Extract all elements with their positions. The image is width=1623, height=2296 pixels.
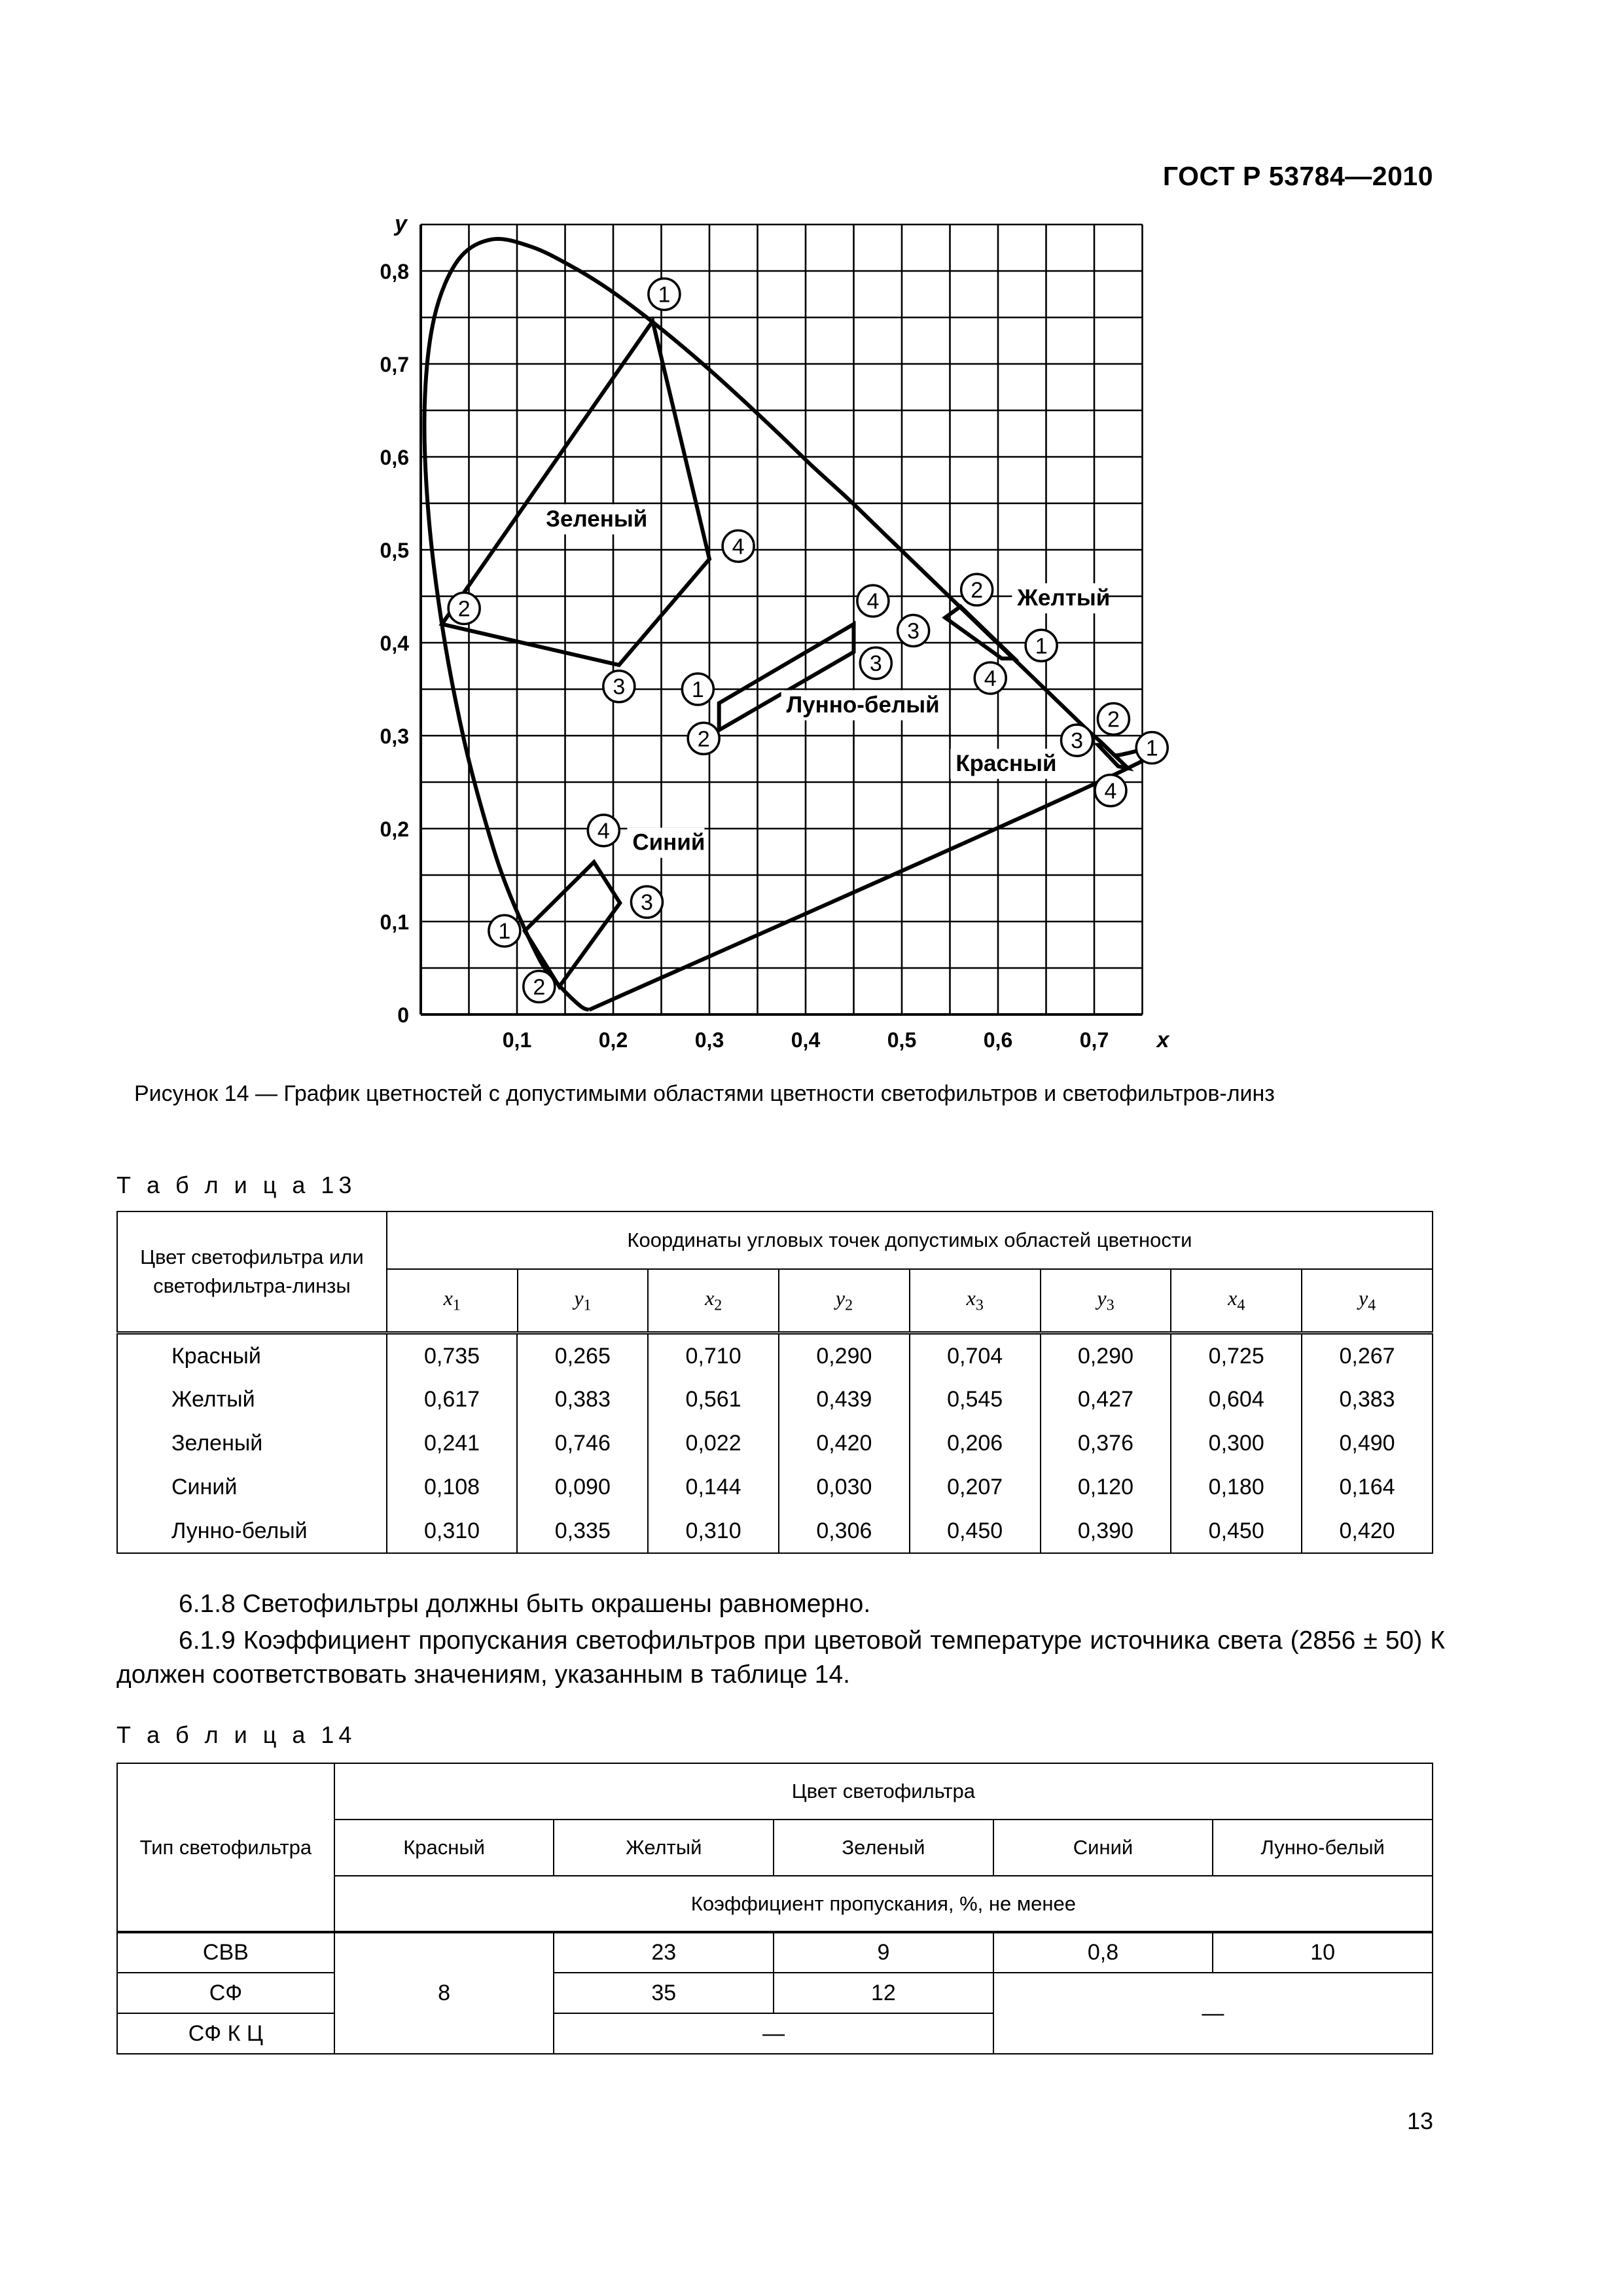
- point-marker-label: 2: [971, 578, 984, 603]
- table14-type-header: Тип светофильтра: [117, 1763, 334, 1932]
- y-tick-label: 0,5: [380, 539, 409, 562]
- point-marker-label: 1: [498, 919, 511, 944]
- table13-cell: 0,180: [1171, 1465, 1302, 1509]
- region-label: Зеленый: [546, 506, 648, 532]
- point-marker-label: 4: [597, 818, 610, 844]
- chart-regions: [442, 321, 1128, 987]
- table13-group-header: Координаты угловых точек допустимых областей цветности: [387, 1211, 1433, 1269]
- table14-unit-header: Коэффициент пропускания, %, не менее: [334, 1876, 1433, 1932]
- table13-col0-header: Цвет светофильтра или светофильтра-линзы: [117, 1211, 387, 1332]
- point-marker-label: 1: [1035, 634, 1048, 659]
- spectral-locus-curve: [424, 239, 1164, 1010]
- table-row: [117, 1422, 1433, 1465]
- table13-color-name: Лунно-белый: [117, 1509, 387, 1553]
- y-tick-label: 0,6: [380, 446, 409, 469]
- table14-row-svv-label: СВВ: [117, 1932, 334, 1973]
- table13-cell: 0,490: [1302, 1422, 1433, 1465]
- table14-svv-yellow: 23: [554, 1932, 774, 1973]
- table14-svv-blue: 0,8: [993, 1932, 1213, 1973]
- table13-cell: 0,383: [517, 1378, 648, 1422]
- table13-cell: 0,376: [1041, 1422, 1171, 1465]
- table13-cell: 0,427: [1041, 1378, 1171, 1422]
- table14-dash-yellow-green: —: [554, 2013, 993, 2054]
- x-tick-label: 0,1: [502, 1028, 532, 1052]
- table13-cell: 0,704: [910, 1334, 1041, 1378]
- y-tick-label: 0,1: [380, 910, 409, 934]
- table13-cell: 0,300: [1171, 1422, 1302, 1465]
- table13-cell: 0,090: [517, 1465, 648, 1509]
- table14-title: Т а б л и ц а 14: [116, 1721, 357, 1748]
- x-tick-label: 0,4: [791, 1028, 821, 1052]
- table13-cell: 0,108: [387, 1465, 518, 1509]
- point-marker-label: 4: [732, 534, 745, 560]
- table14-color-header: Цвет светофильтра: [334, 1763, 1433, 1820]
- point-marker-label: 3: [613, 674, 626, 700]
- y-axis-label: y: [395, 211, 407, 236]
- table13-color-name: Желтый: [117, 1378, 387, 1422]
- table14-row-sf-label: СФ: [117, 1973, 334, 2013]
- table13-cell: 0,120: [1041, 1465, 1171, 1509]
- table14-svv-moonwhite: 10: [1213, 1932, 1433, 1973]
- point-marker-label: 1: [691, 677, 704, 702]
- table13-subheader-0: $x_1$: [387, 1269, 518, 1332]
- table13-color-name: Синий: [117, 1465, 387, 1509]
- page-number: 13: [1406, 2108, 1433, 2134]
- point-marker-label: 4: [1104, 778, 1117, 804]
- table13-cell: 0,710: [648, 1334, 779, 1378]
- table13-header: [116, 1211, 1433, 1333]
- table13-cell: 0,144: [648, 1465, 779, 1509]
- table13-subheader-2: $x_2$: [648, 1269, 779, 1332]
- table13-color-name: Красный: [117, 1334, 387, 1378]
- region-polygon: [945, 607, 1014, 659]
- point-marker-label: 3: [1071, 728, 1084, 754]
- document-header: ГОСТ Р 53784—2010: [1162, 161, 1433, 191]
- table13-color-name: Зеленый: [117, 1422, 387, 1465]
- y-tick-label: 0,7: [380, 353, 409, 376]
- point-marker-label: 2: [457, 596, 471, 622]
- table13-subheader-1: $y_1$: [518, 1269, 649, 1332]
- table13-cell: 0,164: [1302, 1465, 1433, 1509]
- y-tick-label: 0,8: [380, 260, 409, 283]
- table13-cell: 0,390: [1041, 1509, 1171, 1553]
- x-axis-label: x: [1156, 1028, 1169, 1052]
- region-label: Красный: [955, 750, 1057, 776]
- table13-cell: 0,450: [1171, 1509, 1302, 1553]
- point-marker-label: 2: [1107, 707, 1120, 732]
- table14-red-value: 8: [334, 1932, 554, 2054]
- point-marker-label: 4: [984, 666, 997, 691]
- x-tick-label: 0,5: [887, 1028, 917, 1052]
- table13-cell: 0,420: [1302, 1509, 1433, 1553]
- table13-cell: 0,545: [910, 1378, 1041, 1422]
- y-tick-label: 0: [397, 1003, 409, 1027]
- table13-cell: 0,335: [517, 1509, 648, 1553]
- table13-cell: 0,725: [1171, 1334, 1302, 1378]
- paragraph-6-1-8: 6.1.8 Светофильтры должны быть окрашены равномерно.: [179, 1590, 871, 1618]
- table13-cell: 0,383: [1302, 1378, 1433, 1422]
- point-marker-label: 4: [866, 589, 880, 615]
- table14-sf-yellow: 35: [554, 1973, 774, 2013]
- region-polygon: [1098, 745, 1128, 768]
- point-marker-label: 3: [640, 890, 653, 916]
- region-label: Желтый: [1017, 585, 1111, 611]
- table13-cell: 0,450: [910, 1509, 1041, 1553]
- table-row: [117, 1509, 1433, 1553]
- chart-grid: [421, 224, 1143, 1014]
- chromaticity-chart: [0, 0, 1623, 1073]
- table14: [116, 1763, 1433, 2054]
- table14-row-sfkc-label: СФ К Ц: [117, 2013, 334, 2054]
- table13-cell: 0,439: [779, 1378, 910, 1422]
- table13-title: Т а б л и ц а 13: [116, 1172, 357, 1198]
- figure-caption: Рисунок 14 — График цветностей с допустимыми областями цветности светофильтров и светофильтров-линз: [134, 1081, 1275, 1106]
- y-tick-label: 0,2: [380, 817, 409, 841]
- table13-cell: 0,241: [387, 1422, 518, 1465]
- y-tick-label: 0,4: [380, 632, 409, 655]
- table13-subheader-7: $y_4$: [1302, 1269, 1433, 1332]
- table14-col-blue: Синий: [993, 1820, 1213, 1876]
- spectral-locus: [424, 239, 1164, 1010]
- y-tick-label: 0,3: [380, 725, 409, 748]
- table14-dash-blue-moon: —: [993, 1973, 1433, 2054]
- table13-cell: 0,310: [387, 1509, 518, 1553]
- table13-cell: 0,561: [648, 1378, 779, 1422]
- x-tick-label: 0,2: [598, 1028, 628, 1052]
- table13-subheader-5: $y_3$: [1041, 1269, 1171, 1332]
- table14-sf-green: 12: [774, 1973, 993, 2013]
- table13-cell: 0,617: [387, 1378, 518, 1422]
- table13-subheader-6: $x_4$: [1171, 1269, 1302, 1332]
- region-label: Лунно-белый: [786, 692, 940, 718]
- chart-point-markers: [448, 279, 1168, 1003]
- x-tick-label: 0,6: [983, 1028, 1013, 1052]
- table13-cell: 0,290: [779, 1334, 910, 1378]
- table13-cell: 0,267: [1302, 1334, 1433, 1378]
- table14-col-red: Красный: [334, 1820, 554, 1876]
- region-polygon: [442, 321, 709, 665]
- table13-cell: 0,420: [779, 1422, 910, 1465]
- table13-cell: 0,206: [910, 1422, 1041, 1465]
- table-row: [117, 1378, 1433, 1422]
- table-row: [117, 1465, 1433, 1509]
- table13-cell: 0,604: [1171, 1378, 1302, 1422]
- table13-cell: 0,265: [517, 1334, 648, 1378]
- x-tick-label: 0,3: [694, 1028, 724, 1052]
- table13-cell: 0,022: [648, 1422, 779, 1465]
- x-tick-label: 0,7: [1079, 1028, 1109, 1052]
- point-marker-label: 3: [907, 619, 920, 644]
- region-label: Синий: [632, 829, 705, 855]
- point-marker-label: 1: [1145, 736, 1158, 761]
- table13-cell: 0,310: [648, 1509, 779, 1553]
- table-row: [117, 1334, 1433, 1378]
- point-marker-label: 1: [658, 282, 671, 308]
- table13-cell: 0,207: [910, 1465, 1041, 1509]
- table13-body: [116, 1333, 1433, 1554]
- table14-col-moonwhite: Лунно-белый: [1213, 1820, 1433, 1876]
- table13-cell: 0,030: [779, 1465, 910, 1509]
- point-marker-label: 3: [869, 651, 882, 677]
- table14-col-green: Зеленый: [774, 1820, 993, 1876]
- table13-cell: 0,290: [1041, 1334, 1171, 1378]
- table13-cell: 0,306: [779, 1509, 910, 1553]
- table14-svv-green: 9: [774, 1932, 993, 1973]
- table13-cell: 0,746: [517, 1422, 648, 1465]
- table13-subheader-3: $y_2$: [779, 1269, 910, 1332]
- table13-subheader-4: $x_3$: [910, 1269, 1041, 1332]
- point-marker-label: 2: [697, 726, 710, 752]
- paragraph-6-1-9: 6.1.9 Коэффициент пропускания светофильтров при цветовой температуре источника света (2856 ± 50) К должен соответствовать значениям, указанным в таблице 14.: [116, 1626, 1445, 1689]
- table13-cell: 0,735: [387, 1334, 518, 1378]
- point-marker-label: 2: [533, 975, 546, 1000]
- table14-col-yellow: Желтый: [554, 1820, 774, 1876]
